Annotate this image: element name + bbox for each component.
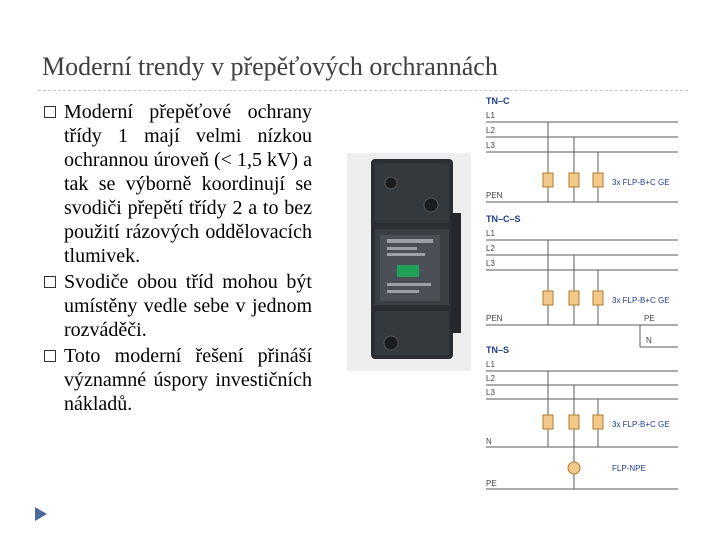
bullet-text: Moderní přepěťové ochrany třídy 1 mají velmi nízkou ochrannou úroveň (< 1,5 kV) a tak se výborně koordinují se svodiči přepětí třídy 2 a to bez použití rázových oddělovacích tlumivek. — [64, 101, 312, 267]
checkbox-bullet-icon — [44, 350, 56, 362]
line-label: L3 — [486, 141, 495, 150]
bullet-text: Toto moderní řešení přináší významné úspory investičních nákladů. — [64, 345, 312, 415]
npe-spark-gap — [568, 462, 580, 474]
title-divider — [38, 90, 688, 91]
spd-device — [569, 415, 579, 429]
line-label: L1 — [486, 111, 495, 120]
next-arrow-icon[interactable] — [34, 506, 48, 522]
bullet-item — [44, 344, 312, 416]
spd-device — [593, 291, 603, 305]
line-label: L2 — [486, 374, 495, 383]
section-title: TN–S — [486, 345, 510, 355]
npe-label: FLP-NPE — [612, 464, 646, 473]
section-title: TN–C–S — [486, 214, 521, 224]
spd-device — [593, 415, 603, 429]
slide-title: Moderní trendy v přepěťových orchrannách — [42, 52, 498, 81]
line-label: L1 — [486, 229, 495, 238]
spd-device — [543, 291, 553, 305]
bullet-item — [44, 270, 312, 342]
bullet-list — [44, 100, 312, 418]
line-label: L2 — [486, 126, 495, 135]
line-label: PE — [486, 479, 497, 488]
checkbox-bullet-icon — [44, 106, 56, 118]
wiring-diagram — [480, 95, 690, 495]
spd-device — [593, 173, 603, 187]
line-label: L3 — [486, 388, 495, 397]
line-label: N — [486, 437, 492, 446]
line-label: L2 — [486, 244, 495, 253]
bullet-text: Svodiče obou tříd mohou být umístěny vedle sebe v jednom rozváděči. — [64, 271, 312, 341]
section-title: TN–C — [486, 96, 510, 106]
spd-device — [543, 173, 553, 187]
line-label: PEN — [486, 314, 503, 323]
checkbox-bullet-icon — [44, 276, 56, 288]
line-label: PEN — [486, 191, 503, 200]
spd-device — [569, 291, 579, 305]
spd-device — [543, 415, 553, 429]
spd-device — [569, 173, 579, 187]
surge-arrester-photo — [347, 153, 471, 371]
device-label: 3x FLP-B+C GE — [612, 178, 670, 187]
line-label: L3 — [486, 259, 495, 268]
device-label: 3x FLP-B+C GE — [612, 296, 670, 305]
line-label: N — [646, 336, 652, 345]
line-label: PE — [644, 314, 655, 323]
device-label: 3x FLP-B+C GE — [612, 420, 670, 429]
line-label: L1 — [486, 360, 495, 369]
bullet-item — [44, 100, 312, 268]
